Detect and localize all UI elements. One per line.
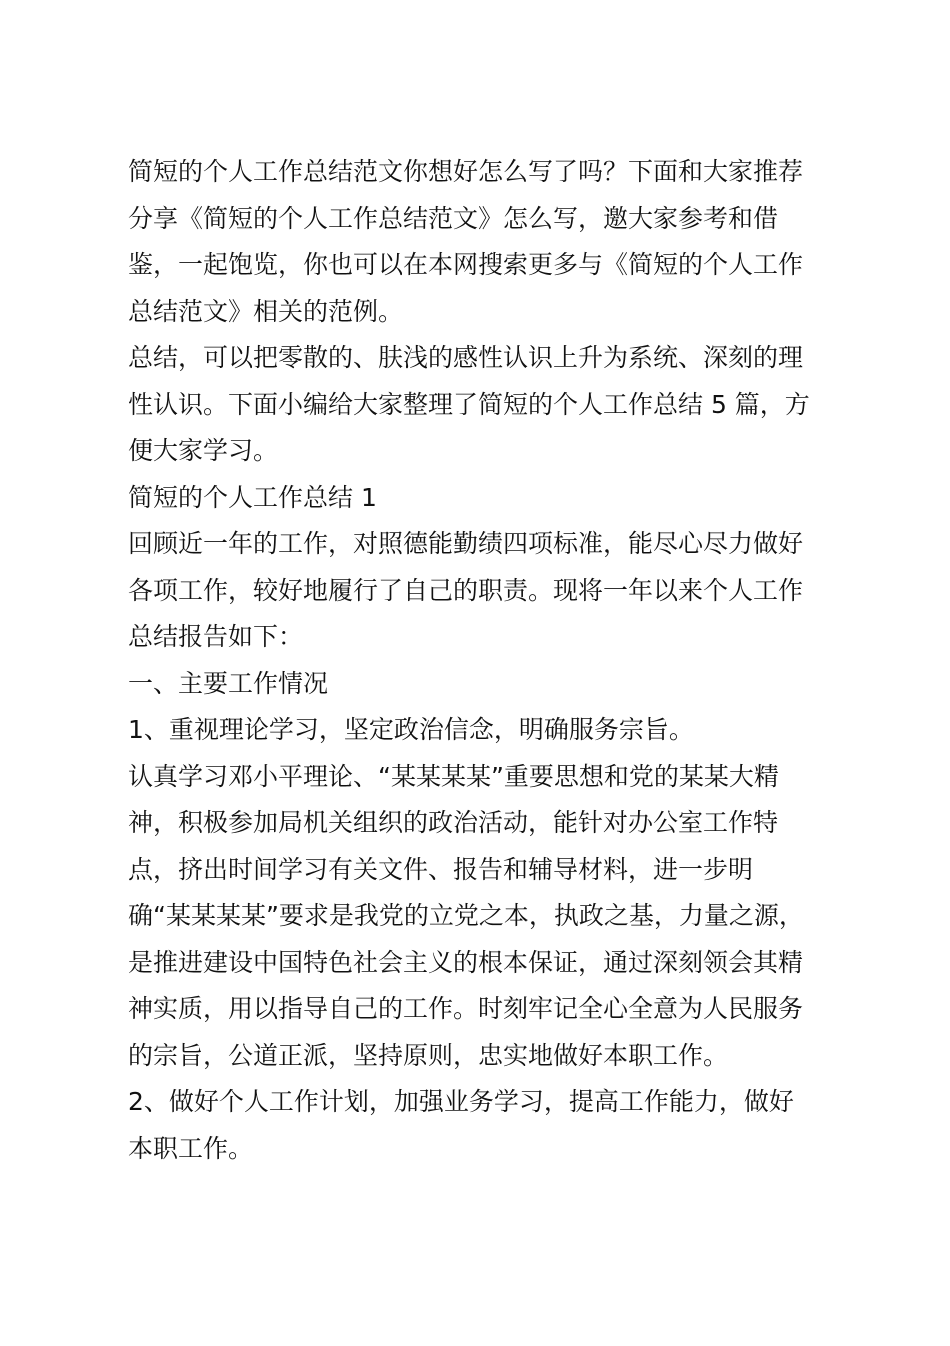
intro-line-2: 分享《简短的个人工作总结范文》怎么写，邀大家参考和借 xyxy=(128,203,779,233)
review-line-2: 各项工作，较好地履行了自己的职责。现将一年以来个人工作 xyxy=(128,575,804,605)
intro-line-3: 鉴，一起饱览，你也可以在本网搜索更多与《简短的个人工作 xyxy=(128,250,804,279)
section-title: 简短的个人工作总结 1 xyxy=(128,482,377,512)
summary-line-2: 性认识。下面小编给大家整理了简短的个人工作总结 5 篇，方 xyxy=(128,389,810,419)
item-1-line-7: 的宗旨，公道正派，坚持原则，忠实地做好本职工作。 xyxy=(128,1040,729,1070)
item-1-line-3: 点，挤出时间学习有关文件、报告和辅导材料，进一步明 xyxy=(128,854,754,884)
heading-main-work: 一、主要工作情况 xyxy=(128,668,329,698)
review-line-3: 总结报告如下： xyxy=(128,622,304,651)
item-1-line-1: 认真学习邓小平理论、“某某某某”重要思想和党的某某大精 xyxy=(128,761,779,791)
item-2-title-line-1: 2、做好个人工作计划，加强业务学习，提高工作能力，做好 xyxy=(128,1087,794,1116)
item-1-title: 1、重视理论学习，坚定政治信念，明确服务宗旨。 xyxy=(128,715,694,744)
intro-line-1: 简短的个人工作总结范文你想好怎么写了吗？下面和大家推荐 xyxy=(128,157,804,186)
intro-line-4: 总结范文》相关的范例。 xyxy=(128,296,404,326)
review-line-1: 回顾近一年的工作，对照德能勤绩四项标准，能尽心尽力做好 xyxy=(128,529,804,558)
summary-line-3: 便大家学习。 xyxy=(128,436,279,465)
item-1-line-4: 确“某某某某”要求是我党的立党之本，执政之基，力量之源， xyxy=(128,901,804,930)
item-1-line-5: 是推进建设中国特色社会主义的根本保证，通过深刻领会其精 xyxy=(128,947,804,977)
item-2-title-line-2: 本职工作。 xyxy=(128,1133,254,1163)
document-body xyxy=(128,149,828,1172)
item-1-line-2: 神，积极参加局机关组织的政治活动，能针对办公室工作特 xyxy=(128,808,779,837)
summary-line-1: 总结，可以把零散的、肤浅的感性认识上升为系统、深刻的理 xyxy=(128,343,804,372)
item-1-line-6: 神实质，用以指导自己的工作。时刻牢记全心全意为人民服务 xyxy=(128,994,804,1023)
